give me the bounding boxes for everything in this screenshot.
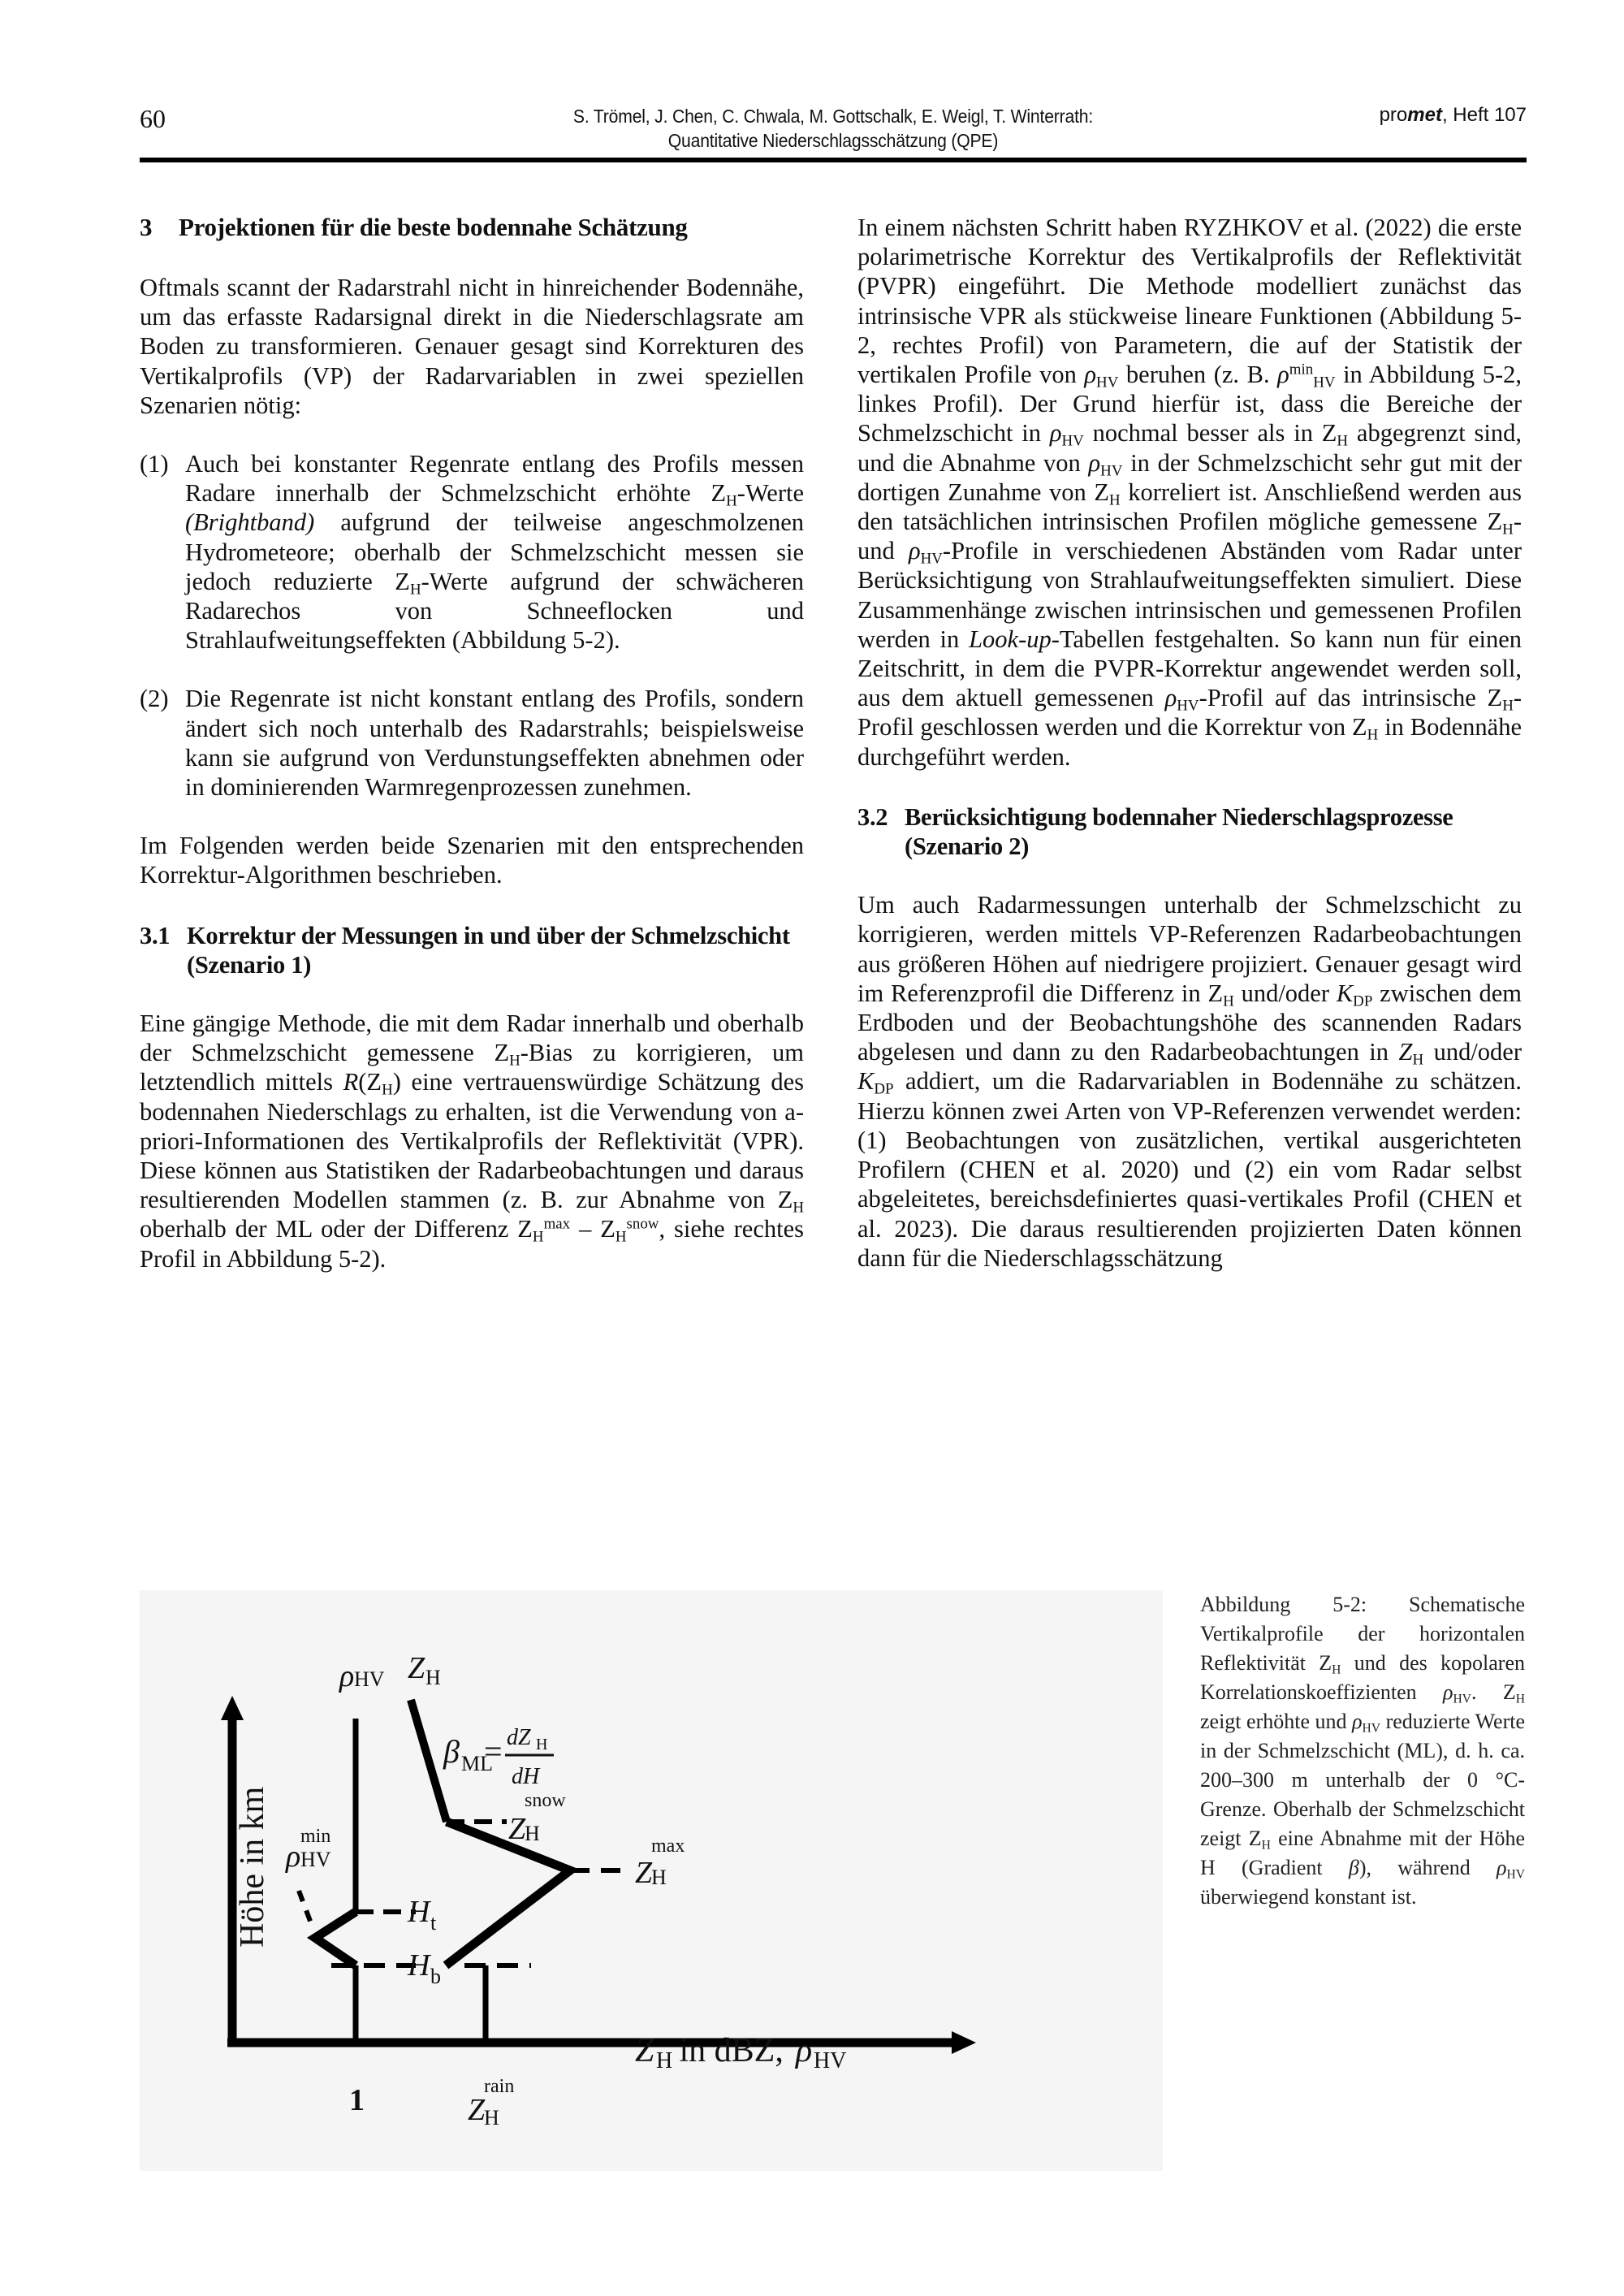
- section-title: Projektionen für die beste bodennahe Schätzung: [179, 213, 688, 241]
- beta-symbol: β: [1348, 1856, 1359, 1879]
- list-text: Die Regenrate ist nicht konstant entlang des Profils, sondern ändert sich noch unterhalb des Radarstrahls; beispielsweise kann sie aufgrund von Verdunstungseffekten abnehmen oder in dominierenden Warmregenprozessen zunehmen.: [185, 685, 804, 802]
- label-h-bottom: H: [408, 1948, 430, 1983]
- label-dzh-sub: H: [536, 1736, 548, 1753]
- subscript: HV: [1453, 1692, 1471, 1706]
- body-paragraph: [857, 890, 1522, 1273]
- subsection-number: 3.2: [857, 802, 888, 831]
- text: zeigt erhöhte und: [1200, 1710, 1353, 1733]
- text: überwiegend konstant ist.: [1200, 1885, 1417, 1909]
- label-z-max-sup: max: [651, 1836, 685, 1857]
- label-z-snow-sub: H: [525, 1822, 540, 1845]
- superscript: min: [1289, 361, 1314, 378]
- rho-symbol: ρ: [908, 537, 921, 565]
- list-item: [140, 449, 804, 655]
- label-zh-sub: H: [425, 1666, 441, 1689]
- journal-issue: , Heft 107: [1441, 104, 1527, 126]
- label-zh: Z: [408, 1651, 425, 1685]
- subscript: H: [1515, 1692, 1525, 1706]
- text: , siehe rechtes Profil in Abbildung 5-2).: [140, 1215, 804, 1273]
- subscript: HV: [1100, 462, 1123, 480]
- text: aufgrund der teilweise angeschmolzenen Hydrometeore; oberhalb der Schmelzschicht messen sie jedoch reduzierte Z: [185, 508, 804, 595]
- arrow-right-icon: [952, 2031, 976, 2054]
- list-label: (2): [140, 685, 169, 713]
- text: -Bias zu korrigieren, um letztendlich mittels: [140, 1039, 804, 1096]
- list-item: [140, 684, 804, 802]
- x-label-z: Z: [635, 2032, 654, 2069]
- text: -Werte: [736, 479, 804, 508]
- followup-paragraph: Im Folgenden werden beide Szenarien mit den entsprechenden Korrektur-Algorithmen beschrieben.: [140, 832, 804, 889]
- list-text: [185, 449, 804, 655]
- text: und/oder: [1233, 979, 1337, 1007]
- subscript: H: [726, 492, 737, 510]
- italic-term: Look-up: [969, 625, 1052, 653]
- x-label-h: H: [656, 2048, 673, 2073]
- text: beruhen (z. B.: [1118, 361, 1278, 389]
- section-number: 3: [140, 213, 153, 241]
- text: Um auch Radarmessungen unterhalb der Schmelzschicht zu korrigieren, werden mittels VP-Referenzen Radarbeobachtungen aus größeren Höhen auf niedrigere projiziert. Genauer gesagt wird im Referenzprofil die Differenz in Z: [857, 891, 1522, 1007]
- subscript: H: [1412, 1051, 1424, 1069]
- subscript: HV: [1362, 1721, 1381, 1736]
- left-column: [140, 213, 804, 1303]
- rho-symbol: ρ: [1088, 448, 1101, 477]
- text: Eine gängige Methode, die mit dem Radar innerhalb und oberhalb der Schmelzschicht gemessene Z: [140, 1010, 804, 1067]
- subscript: H: [532, 1229, 544, 1247]
- subscript: H: [1337, 433, 1349, 451]
- subscript: H: [615, 1229, 627, 1247]
- text: In einem nächsten Schritt haben RYZHKOV et al. (2022) die erste polarimetrische Korrektur des Vertikalprofils der Reflektivität (PVPR) eingeführt. Die Methode modelliert zunächst das intrinsische VPR als stückweise lineare Funktionen (Abbildung 5-2, rechtes Profil) von Parametern, die auf der Statistik der vertikalen Profile von: [857, 214, 1522, 389]
- label-rho-min: ρ: [286, 1840, 301, 1874]
- figure-caption: [1200, 1590, 1525, 1912]
- subsection-title: Berücksichtigung bodennaher Niederschlagsprozesse (Szenario 2): [905, 802, 1453, 861]
- subscript: H: [1223, 992, 1234, 1010]
- text: nochmal besser als in Z: [1083, 419, 1337, 448]
- text: -Profil auf das intrinsische Z: [1199, 684, 1503, 712]
- italic-term: K: [857, 1067, 875, 1096]
- journal-bold: met: [1407, 104, 1442, 126]
- arrow-up-icon: [221, 1696, 244, 1720]
- rho-symbol: ρ: [1164, 684, 1177, 712]
- text: -Profil geschlossen werden und die Korrektur von Z: [857, 684, 1522, 742]
- section-heading: [140, 213, 804, 242]
- label-z-max-sub: H: [651, 1866, 667, 1889]
- italic-term: R: [343, 1068, 359, 1096]
- text: in Abbildung 5-2, linkes Profil). Der Grund hierfür ist, dass die Bereiche der Schmelzschicht in: [857, 361, 1522, 448]
- subscript: H: [1261, 1838, 1271, 1853]
- subsection-heading: [140, 921, 804, 979]
- superscript: snow: [626, 1216, 659, 1234]
- subscript: HV: [1177, 697, 1199, 715]
- text: ) eine vertrauenswürdige Schätzung des bodennahen Niederschlags zu erhalten, ist die Verwendung von a-priori-Informationen des Vertikalprofils der Reflektivität (VPR). Diese können aus Statistiken der Radarbeobachtungen und daraus resultierenden Modellen stammen (z. B. zur Abnahme von Z: [140, 1068, 804, 1214]
- text: und des kopolaren Korrelationskoeffizienten: [1200, 1651, 1526, 1704]
- body-paragraph: [857, 213, 1522, 772]
- italic-term: (Brightband): [185, 508, 315, 537]
- profile-diagram: [140, 1590, 1163, 2171]
- subscript: HV: [1096, 374, 1119, 391]
- body-paragraph: [140, 1009, 804, 1273]
- right-column: [857, 213, 1522, 1302]
- subscript: H: [409, 581, 421, 599]
- figure-vertical-profiles: [140, 1590, 1163, 2171]
- text: – Z: [570, 1215, 615, 1243]
- label-z-rain-sub: H: [484, 2106, 499, 2130]
- x-label-text: in dBZ,: [671, 2032, 793, 2069]
- subscript: HV: [1313, 374, 1336, 391]
- subsection-number: 3.1: [140, 921, 171, 949]
- text: eine Abnahme mit der Höhe H (Gradient: [1200, 1827, 1525, 1879]
- label-dzh: dZ: [507, 1725, 531, 1750]
- subscript: H: [509, 1052, 520, 1070]
- rho-symbol: ρ: [1049, 419, 1062, 448]
- y-axis-label: Höhe in km: [234, 1786, 271, 1948]
- x-axis: [227, 2031, 976, 2054]
- subscript: HV: [1061, 433, 1084, 451]
- italic-term: K: [1336, 979, 1354, 1007]
- text: Abbildung 5-2: Schematische Vertikalprofile der horizontalen Reflektivität Z: [1200, 1593, 1525, 1675]
- label-equals: =: [484, 1733, 503, 1770]
- subscript: DP: [874, 1081, 894, 1099]
- journal-name: [1380, 104, 1527, 127]
- running-header: [140, 104, 1527, 153]
- label-h-top-sub: t: [430, 1911, 437, 1935]
- subscript: H: [1502, 697, 1514, 715]
- text: - und: [857, 508, 1522, 565]
- label-z-snow: Z: [508, 1812, 526, 1846]
- x-label-rho: ρ: [796, 2032, 813, 2069]
- text: korreliert ist. Anschließend werden aus den tatsächlichen intrinsischen Profilen mögliche gemessene Z: [857, 478, 1522, 536]
- text: . Z: [1471, 1680, 1516, 1704]
- subscript: H: [382, 1082, 393, 1100]
- intro-paragraph: Oftmals scannt der Radarstrahl nicht in hinreichender Bodennähe, um das erfasste Radarsignal direkt in die Niederschlagsrate am Boden zu transformieren. Genauer gesagt sind Korrekturen des Vertikalprofils (VP) der Radarvariablen in zwei speziellen Szenarien nötig:: [140, 274, 804, 419]
- subscript: HV: [1506, 1867, 1525, 1882]
- rho-symbol: ρ: [1084, 361, 1097, 389]
- text: und/oder: [1423, 1038, 1522, 1066]
- header-rule: [140, 158, 1527, 162]
- italic-term: Z: [1398, 1038, 1413, 1066]
- text: reduzierte Werte in der Schmelzschicht (ML), d. h. ca. 200–300 m unterhalb der 0 °C-Grenze. Oberhalb der Schmelzschicht zeigt Z: [1200, 1710, 1525, 1850]
- subscript: DP: [1353, 992, 1373, 1010]
- label-z-snow-sup: snow: [525, 1790, 566, 1811]
- title-line: Quantitative Niederschlagsschätzung (QPE): [667, 130, 999, 151]
- journal-prefix: pro: [1379, 104, 1408, 126]
- label-z-max: Z: [635, 1856, 653, 1890]
- subscript: H: [793, 1199, 804, 1217]
- label-rho-min-sub: HV: [300, 1848, 331, 1871]
- rho-hv-profile: [299, 1719, 416, 2043]
- subscript: HV: [920, 550, 943, 568]
- label-beta-ml: β: [443, 1733, 460, 1770]
- superscript: max: [543, 1216, 571, 1234]
- text: -Tabellen festgehalten. So kann nun für einen Zeitschritt, in dem die PVPR-Korrektur angewendet werden soll, aus dem aktuell gemessenen: [857, 625, 1522, 712]
- authors-line: S. Trömel, J. Chen, C. Chwala, M. Gottschalk, E. Weigl, T. Winterrath:: [572, 106, 1094, 127]
- label-z-rain: Z: [468, 2093, 486, 2127]
- label-rho-min-sup: min: [300, 1826, 331, 1847]
- label-h-bottom-sub: b: [430, 1965, 441, 1988]
- label-beta-ml-sub: ML: [461, 1752, 493, 1775]
- subscript: H: [1367, 727, 1379, 745]
- label-rho-hv-sub: HV: [354, 1667, 385, 1691]
- rho-symbol: ρ: [1352, 1710, 1363, 1733]
- text: -Werte aufgrund der schwächeren Radarechos von Schneeflocken und Strahlaufweitungseffekten (Abbildung 5-2).: [185, 567, 805, 655]
- text: ), während: [1358, 1856, 1497, 1879]
- subscript: H: [1332, 1663, 1341, 1677]
- running-title: [195, 104, 1471, 153]
- text: Auch bei konstanter Regenrate entlang des Profils messen Radare innerhalb der Schmelzschicht erhöhte Z: [185, 450, 804, 508]
- subsection-title: Korrektur der Messungen in und über der Schmelzschicht (Szenario 1): [187, 921, 790, 979]
- subscript: H: [1109, 491, 1121, 509]
- text: in Bodennähe durchgeführt werden.: [857, 713, 1522, 771]
- text: in der Schmelzschicht sehr gut mit der dortigen Zunahme von Z: [857, 448, 1522, 506]
- label-h-top: H: [408, 1895, 430, 1929]
- text: abgegrenzt sind, und die Abnahme von: [857, 419, 1522, 477]
- label-dh: dH: [512, 1764, 540, 1789]
- rho-symbol: ρ: [1442, 1680, 1453, 1704]
- label-z-rain-sup: rain: [484, 2076, 515, 2097]
- text: (Z: [358, 1068, 382, 1096]
- text: addiert, um die Radarvariablen in Bodennähe zu schätzen. Hierzu können zwei Arten von VP-Referenzen verwendet werden: (1) Beobachtungen von zusätzlichen, vertikal ausgerichteten Profilern (CHEN et al. 2020) und (2) ein vom Radar selbst abgeleitetes, bereichsdefiniertes quasi-vertikales Profil (CHEN et al. 2023). Die daraus resultierenden projizierten Daten können dann für die Niederschlagsschätzung: [857, 1067, 1522, 1272]
- text: zwischen dem Erdboden und der Beobachtungshöhe des scannenden Radars abgelesen und dann zu den Radarbeobachtungen in: [857, 979, 1522, 1066]
- text: -Profile in verschiedenen Abständen vom Radar unter Berücksichtigung von Strahlaufweitungseffekten simuliert. Diese Zusammenhänge zwischen intrinsischen und gemessenen Profilen werden in: [857, 537, 1522, 653]
- text: oberhalb der ML oder der Differenz Z: [140, 1215, 533, 1243]
- page-number: 60: [140, 104, 166, 133]
- rho-symbol: ρ: [1277, 361, 1289, 389]
- rho-symbol: ρ: [1496, 1856, 1507, 1879]
- label-rho-hv: ρ: [339, 1659, 355, 1693]
- x-label-hv: HV: [814, 2048, 847, 2073]
- subscript: H: [1502, 521, 1514, 538]
- tick-label-one: 1: [349, 2083, 365, 2117]
- list-label: (1): [140, 450, 169, 478]
- subsection-heading: [857, 802, 1522, 861]
